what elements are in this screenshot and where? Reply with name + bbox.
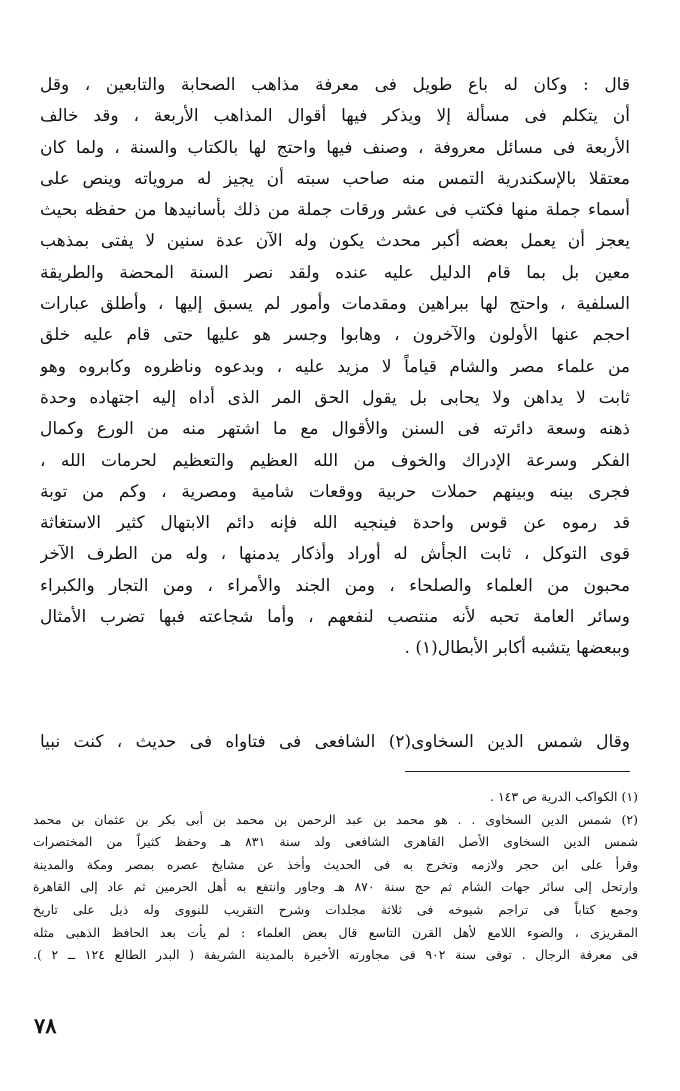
footnote-2-line: (٢) شمس الدين السخاوى . . هو محمد بن عبد الرحمن بن محمد بن أبى بكر بن عثمان بن محمد bbox=[33, 811, 638, 827]
text-line: قوى التوكل ، ثابت الجأش له أوراد وأذكار يدمنها ، وله من الطرف الآخر bbox=[40, 544, 630, 565]
text-line: الأربعة فى مسائل معروفة ، وصنف فيها واحتج لها بالكتاب والسنة ، ولما كان bbox=[40, 137, 630, 158]
footnote-2-line: وجمع كتاباً فى تراجم شيوخه فى ثلاثة مجلدات وشرح التقريب للنووى وله ذيل على تاريخ bbox=[33, 901, 638, 917]
text-line: يعجز أن يعمل بعضه أكبر محدث يكون وله الآن عدة سنين لا يفتى بمذهب bbox=[40, 231, 630, 252]
text-line: قال : وكان له باع طويل فى معرفة مذاهب الصحابة والتابعين ، وقل bbox=[40, 75, 630, 95]
text-line: معين بل بما قام الدليل عليه عنده ولقد نصر السنة المحضة والطريقة bbox=[40, 262, 630, 283]
text-line: الفكر وسرعة الإدراك والخوف من الله العظيم والتعظيم لحرمات الله ، bbox=[40, 450, 630, 471]
text-line: من علماء مصر والشام قياماً لا مزيد عليه ، وبدعوه وناظروه وكابروه وهو bbox=[40, 356, 630, 377]
main-text-block bbox=[40, 70, 630, 665]
text-line: وسائر العامة تحبه لأنه منتصب لنفعهم ، وأما شجاعته فبها تضرب الأمثال bbox=[40, 607, 630, 628]
footnote-2-line: شمس الدين السخاوى الأصل القاهرى الشافعى ولد سنة ٨٣١ هـ وحفظ كثيراً من المختصرات bbox=[33, 834, 638, 850]
footnote-2-line: فى معرفة الرجال . توفى سنة ٩٠٢ فى مجاورته الأخيرة بالمدينة الشريفة ( البدر الطالع ١٢٤ ــ ٢ ). bbox=[33, 947, 638, 963]
text-line: معتقلا بالإسكندرية التمس منه صاحب سبته أن يجيز له مروياته وينص على bbox=[40, 168, 630, 189]
text-line: فجرى بينه وبينهم حملات حربية ووقعات شامية ومصرية ، وكم من توبة bbox=[40, 481, 630, 502]
text-line: السلفية ، واحتج لها ببراهين ومقدمات وأمور لم يسبق إليها ، وأطلق عبارات bbox=[40, 294, 630, 315]
footnote-2-line: المقريزى ، والضوء اللامع لأهل القرن التاسع قال بعض العلماء : لم يأت بعد الحافظ الذهبى مثله bbox=[33, 924, 638, 940]
text-line: قد رموه عن قوس واحدة فينجيه الله فإنه دائم الابتهال كثير الاستغاثة bbox=[40, 513, 630, 534]
second-paragraph: وقال شمس الدين السخاوى(٢) الشافعى فى فتاواه فى حديث ، كنت نبيا bbox=[40, 732, 630, 752]
page-number: ٧٨ bbox=[34, 1013, 57, 1038]
text-line: أن يتكلم فى مسألة إلا ويذكر فيها أقوال المذاهب الأربعة ، وقد خالف bbox=[40, 106, 630, 127]
text-line: محبون من العلماء والصلحاء ، ومن الجند والأمراء ، ومن التجار والكبراء bbox=[40, 575, 630, 596]
footnotes-block bbox=[33, 786, 638, 967]
text-line: أسماء جملة منها فكتب فى عشر ورقات جملة من ذلك بأسانيدها من حفظه بحيث bbox=[40, 200, 630, 221]
text-line-last: وببعضها يتشبه أكابر الأبطال(١) . bbox=[404, 638, 630, 659]
text-line: احجم عنها الأولون والآخرون ، وهابوا وجسر هو عليها حتى قام عليه خلق bbox=[40, 325, 630, 346]
footnote-separator bbox=[405, 771, 630, 772]
footnote-1: (١) الكواكب الدرية ص ١٤٣ . bbox=[489, 789, 638, 804]
text-line: ثابت لا يداهن ولا يحابى بل يقول الحق المر الذى أداه إليه اجتهاده وحدة bbox=[40, 387, 630, 408]
footnote-2-line: وارتحل إلى سائر جهات الشام ثم حج سنة ٨٧٠ هـ وجاور وانتفع به أهل الحرمين ثم عاد إلى القاهرة bbox=[33, 879, 638, 895]
text-line: ذهنه وسعة دائرته فى السنن والأقوال مع ما اشتهر منه من الورع وكمال bbox=[40, 419, 630, 440]
footnote-2-line: وقرأ على ابن حجر ولازمه وتخرج به فى الحديث وأخذ عن مشايخ عصره بمصر ومكة والمدينة bbox=[33, 856, 638, 872]
